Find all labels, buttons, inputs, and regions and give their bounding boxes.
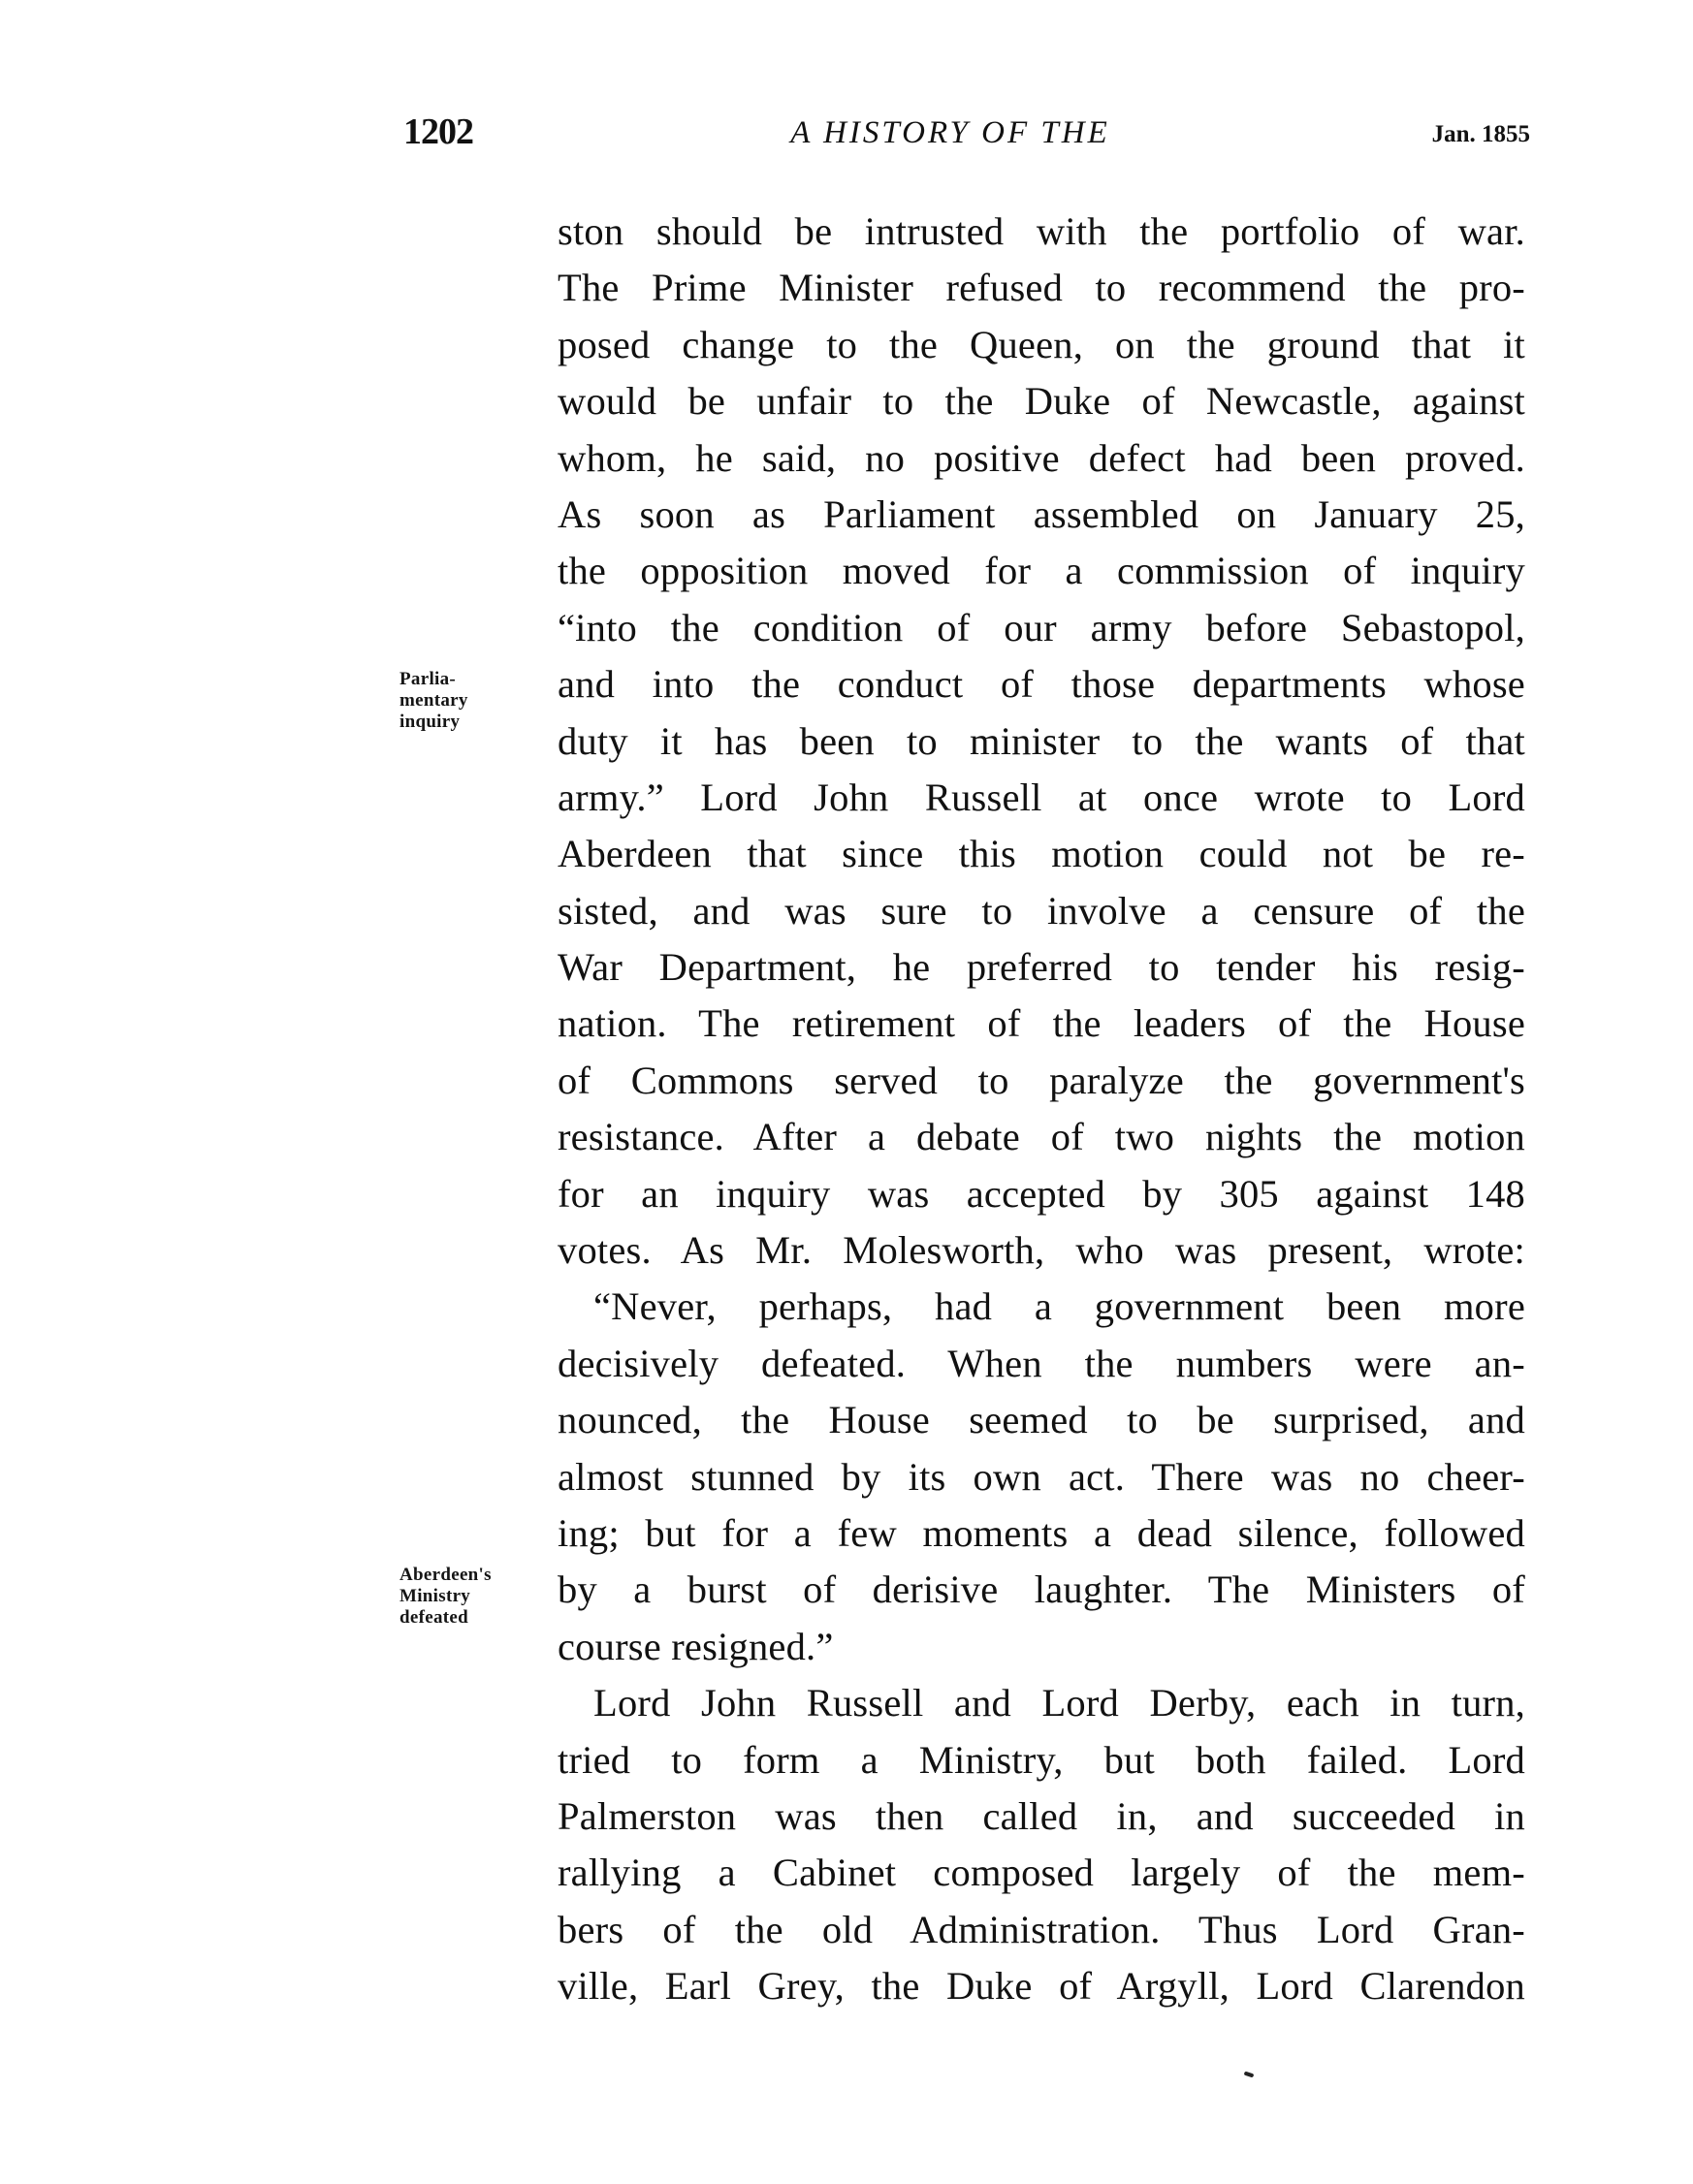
running-date: Jan. 1855 xyxy=(1431,121,1530,147)
text-line: nounced, the House seemed to be surprised, and xyxy=(558,1398,1525,1442)
text-line: for an inquiry was accepted by 305 against 148 xyxy=(558,1171,1525,1216)
text-line: almost stunned by its own act. There was no cheer- xyxy=(558,1454,1525,1499)
text-line: The Prime Minister refused to recommend the pro- xyxy=(558,266,1525,310)
text-line: sisted, and was sure to involve a censure of the xyxy=(558,888,1525,933)
margin-note-aberdeen-ministry-defeated xyxy=(399,1565,492,1629)
text-line: duty it has been to minister to the wants of that xyxy=(558,718,1525,763)
text-line: Aberdeen that since this motion could not be re- xyxy=(558,832,1525,876)
text-line: whom, he said, no positive defect had been proved. xyxy=(558,435,1525,480)
text-line: ville, Earl Grey, the Duke of Argyll, Lord Clarendon xyxy=(558,1964,1525,2009)
margin-note-line: Aberdeen's xyxy=(399,1565,492,1585)
ink-speck xyxy=(1244,2072,1255,2078)
running-title: A HISTORY OF THE xyxy=(790,115,1110,150)
quote-last-line: course resigned.” xyxy=(558,1624,834,1668)
text-line: posed change to the Queen, on the ground that it xyxy=(558,322,1525,366)
text-line: Palmerston was then called in, and succeeded in xyxy=(558,1793,1525,1838)
text-line: ston should be intrusted with the portfolio of war. xyxy=(558,209,1525,253)
margin-note-line: inquiry xyxy=(399,712,461,732)
margin-note-line: Ministry xyxy=(399,1586,471,1606)
margin-note-line: mentary xyxy=(399,690,468,711)
text-line: resistance. After a debate of two nights the motion xyxy=(558,1115,1525,1159)
text-line: As soon as Parliament assembled on January 25, xyxy=(558,491,1525,536)
margin-note-line: Parlia- xyxy=(399,669,457,689)
text-line: decisively defeated. When the numbers were an- xyxy=(558,1341,1525,1385)
text-line: would be unfair to the Duke of Newcastle, against xyxy=(558,379,1525,424)
text-line: of Commons served to paralyze the government's xyxy=(558,1058,1525,1102)
text-line: War Department, he preferred to tender his resig- xyxy=(558,945,1525,990)
text-line: rallying a Cabinet composed largely of the mem- xyxy=(558,1851,1525,1895)
margin-note-parliamentary-inquiry xyxy=(399,669,468,733)
body-text xyxy=(558,204,1525,2015)
text-line: bers of the old Administration. Thus Lord Gran- xyxy=(558,1907,1525,1951)
text-line: and into the conduct of those departments whose xyxy=(558,662,1525,707)
paragraph-first-line: Lord John Russell and Lord Derby, each in turn, xyxy=(593,1681,1525,1725)
text-line: army.” Lord John Russell at once wrote to Lord xyxy=(558,775,1525,819)
text-line: votes. As Mr. Molesworth, who was present, wrote: xyxy=(558,1228,1525,1273)
text-line: ing; but for a few moments a dead silence, followed xyxy=(558,1510,1525,1555)
text-line: by a burst of derisive laughter. The Ministers of xyxy=(558,1567,1525,1612)
text-line: tried to form a Ministry, but both failed. Lord xyxy=(558,1737,1525,1782)
text-line: the opposition moved for a commission of inquiry xyxy=(558,549,1525,593)
margin-note-line: defeated xyxy=(399,1607,468,1628)
text-line: nation. The retirement of the leaders of the House xyxy=(558,1001,1525,1046)
text-line: “into the condition of our army before Sebastopol, xyxy=(558,605,1525,649)
quote-first-line: “Never, perhaps, had a government been more xyxy=(593,1284,1525,1329)
page-number: 1202 xyxy=(403,111,473,152)
